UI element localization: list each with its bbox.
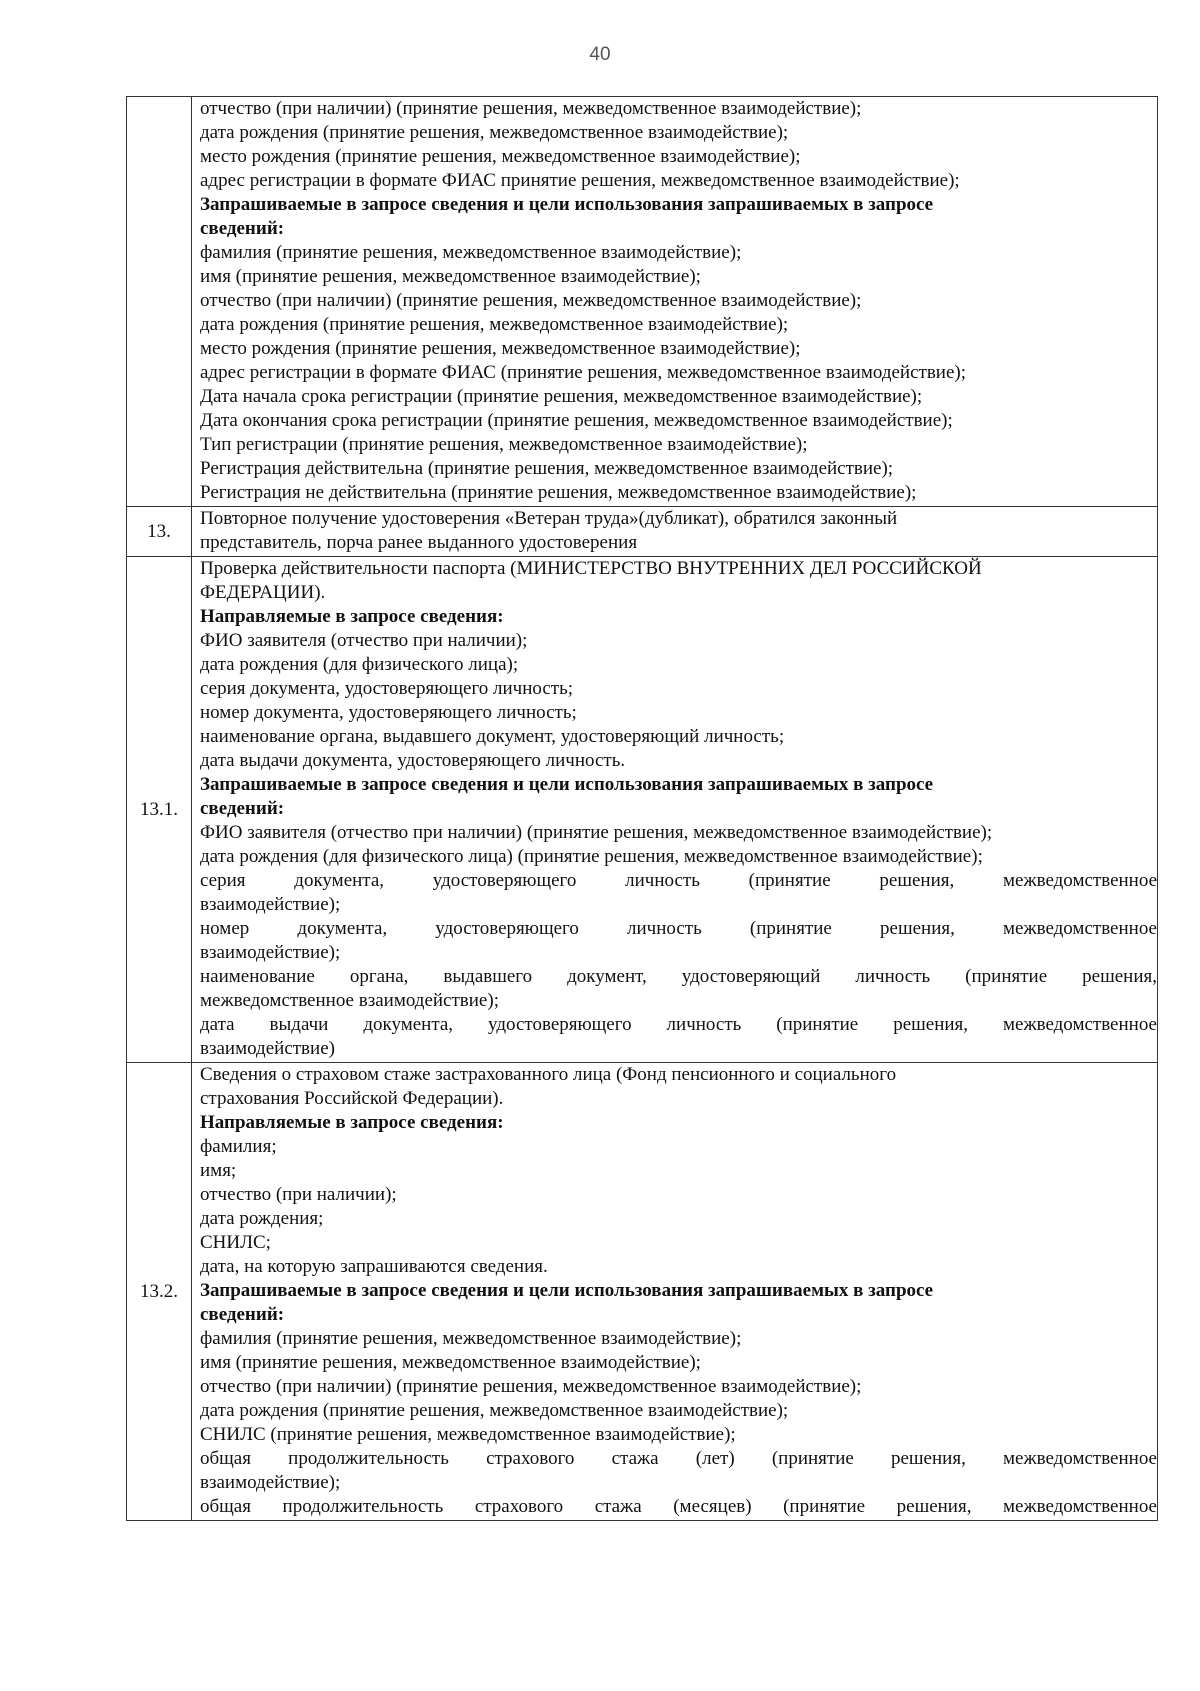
text-line: Регистрация действительна (принятие решения, межведомственное взаимодействие); <box>200 458 894 479</box>
table-row <box>127 507 1158 557</box>
text-line: фамилия; <box>200 1136 277 1157</box>
text-line: ФИО заявителя (отчество при наличии) (принятие решения, межведомственное взаимодействие); <box>200 822 993 843</box>
section-heading-line: Запрашиваемые в запросе сведения и цели использования запрашиваемых в запросе <box>200 774 934 795</box>
text-line: взаимодействие); <box>200 1472 341 1493</box>
row-content-cell <box>192 557 1158 1063</box>
table-row <box>127 97 1158 507</box>
text-line: межведомственное взаимодействие); <box>200 990 499 1011</box>
text-line: Дата начала срока регистрации (принятие решения, межведомственное взаимодействие); <box>200 386 923 407</box>
text-line: ФЕДЕРАЦИИ). <box>200 582 326 603</box>
text-line: фамилия (принятие решения, межведомственное взаимодействие); <box>200 1328 742 1349</box>
text-line: Регистрация не действительна (принятие решения, межведомственное взаимодействие); <box>200 482 917 503</box>
text-line: представитель, порча ранее выданного удостоверения <box>200 532 638 553</box>
table-row <box>127 557 1158 1063</box>
row-number-cell <box>127 97 192 507</box>
section-heading-line: Направляемые в запросе сведения: <box>200 606 504 627</box>
text-line: страхования Российской Федерации). <box>200 1088 504 1109</box>
text-line: наименование органа, выдавшего документ, удостоверяющий личность (принятие решения, <box>200 966 1157 987</box>
text-line: Дата окончания срока регистрации (принятие решения, межведомственное взаимодействие); <box>200 410 953 431</box>
text-line: дата выдачи документа, удостоверяющего личность (принятие решения, межведомственное <box>200 1014 1157 1035</box>
text-line: дата выдачи документа, удостоверяющего личность. <box>200 750 626 771</box>
table-body <box>127 97 1158 1521</box>
text-line: дата рождения (принятие решения, межведомственное взаимодействие); <box>200 122 789 143</box>
row-content-cell <box>192 1063 1158 1521</box>
text-line: ФИО заявителя (отчество при наличии); <box>200 630 528 651</box>
text-line: наименование органа, выдавшего документ, удостоверяющий личность; <box>200 726 785 747</box>
text-line: Повторное получение удостоверения «Ветеран труда»(дубликат), обратился законный <box>200 508 898 529</box>
text-line: дата рождения; <box>200 1208 324 1229</box>
text-line: отчество (при наличии); <box>200 1184 397 1205</box>
requirements-table <box>126 96 1158 1521</box>
text-line: серия документа, удостоверяющего личность; <box>200 678 574 699</box>
row-number: 13. <box>147 520 171 542</box>
text-line: серия документа, удостоверяющего личность (принятие решения, межведомственное <box>200 870 1157 891</box>
section-heading-line: Запрашиваемые в запросе сведения и цели использования запрашиваемых в запросе <box>200 194 934 215</box>
text-line: СНИЛС (принятие решения, межведомственное взаимодействие); <box>200 1424 736 1445</box>
text-line: имя (принятие решения, межведомственное взаимодействие); <box>200 266 701 287</box>
text-line: адрес регистрации в формате ФИАС принятие решения, межведомственное взаимодействие); <box>200 170 960 191</box>
text-line: Сведения о страховом стаже застрахованного лица (Фонд пенсионного и социального <box>200 1064 897 1085</box>
text-line: взаимодействие); <box>200 942 341 963</box>
section-heading-line: сведений: <box>200 218 285 239</box>
row-number-cell <box>127 507 192 557</box>
text-line: отчество (при наличии) (принятие решения, межведомственное взаимодействие); <box>200 1376 862 1397</box>
section-heading-line: сведений: <box>200 1304 285 1325</box>
text-line: Тип регистрации (принятие решения, межведомственное взаимодействие); <box>200 434 808 455</box>
row-number: 13.1. <box>140 798 178 820</box>
text-line: общая продолжительность страхового стажа (месяцев) (принятие решения, межведомственное <box>200 1496 1157 1517</box>
row-number-cell <box>127 1063 192 1521</box>
text-line: место рождения (принятие решения, межведомственное взаимодействие); <box>200 146 801 167</box>
text-line: отчество (при наличии) (принятие решения, межведомственное взаимодействие); <box>200 290 862 311</box>
text-line: взаимодействие); <box>200 894 341 915</box>
text-line: место рождения (принятие решения, межведомственное взаимодействие); <box>200 338 801 359</box>
text-line: адрес регистрации в формате ФИАС (принятие решения, межведомственное взаимодействие); <box>200 362 967 383</box>
text-line: номер документа, удостоверяющего личность; <box>200 702 577 723</box>
row-number: 13.2. <box>140 1280 178 1302</box>
text-line: имя (принятие решения, межведомственное взаимодействие); <box>200 1352 701 1373</box>
row-content-cell <box>192 507 1158 557</box>
text-line: дата, на которую запрашиваются сведения. <box>200 1256 548 1277</box>
page-number: 40 <box>589 44 611 65</box>
text-line: отчество (при наличии) (принятие решения, межведомственное взаимодействие); <box>200 98 862 119</box>
section-heading-line: Запрашиваемые в запросе сведения и цели использования запрашиваемых в запросе <box>200 1280 934 1301</box>
text-line: дата рождения (принятие решения, межведомственное взаимодействие); <box>200 314 789 335</box>
text-line: дата рождения (для физического лица); <box>200 654 519 675</box>
section-heading-line: сведений: <box>200 798 285 819</box>
table-row <box>127 1063 1158 1521</box>
text-line: имя; <box>200 1160 237 1181</box>
text-line: СНИЛС; <box>200 1232 271 1253</box>
row-content-cell <box>192 97 1158 507</box>
text-line: Проверка действительности паспорта (МИНИСТЕРСТВО ВНУТРЕННИХ ДЕЛ РОССИЙСКОЙ <box>200 558 982 579</box>
text-line: номер документа, удостоверяющего личность (принятие решения, межведомственное <box>200 918 1157 939</box>
text-line: дата рождения (принятие решения, межведомственное взаимодействие); <box>200 1400 789 1421</box>
text-line: взаимодействие) <box>200 1038 335 1059</box>
text-line: общая продолжительность страхового стажа (лет) (принятие решения, межведомственное <box>200 1448 1157 1469</box>
text-line: фамилия (принятие решения, межведомственное взаимодействие); <box>200 242 742 263</box>
section-heading-line: Направляемые в запросе сведения: <box>200 1112 504 1133</box>
row-number-cell <box>127 557 192 1063</box>
text-line: дата рождения (для физического лица) (принятие решения, межведомственное взаимодействие); <box>200 846 983 867</box>
